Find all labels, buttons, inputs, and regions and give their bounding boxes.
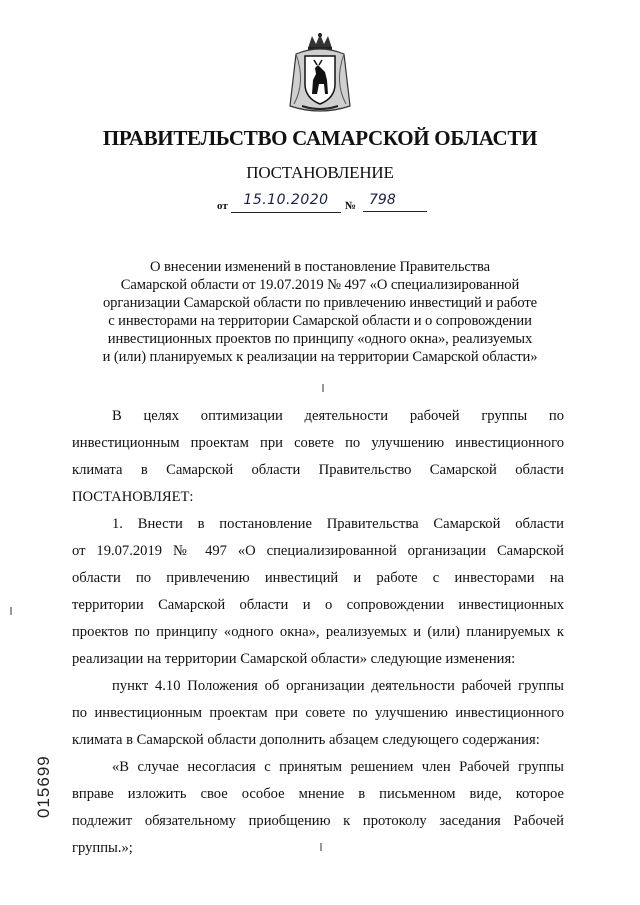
body-line: подлежит обязательному приобщению к протоколу заседания Рабочей: [72, 813, 564, 829]
scan-mark: [10, 607, 12, 615]
heading-line: с инвесторами на территории Самарской области и о сопровождении: [108, 313, 532, 329]
body-line: 1. Внести в постановление Правительства Самарской области: [112, 516, 564, 532]
heading-line: организации Самарской области по привлечению инвестиций и работе: [102, 295, 538, 311]
date-value: 15.10.2020: [231, 192, 341, 213]
body-line: от 19.07.2019 № 497 «О специализированной организации Самарской: [72, 543, 564, 559]
decree-body: [72, 403, 564, 862]
scan-mark: [320, 843, 322, 851]
body-line: проектов по принципу «одного окна», реализуемых и (или) планируемых к: [72, 624, 564, 640]
number-label: №: [345, 200, 357, 212]
body-line: территории Самарской области и о сопровождении инвестиционных: [72, 597, 564, 613]
body-line: «В случае несогласия с принятым решением член Рабочей группы: [112, 759, 564, 775]
decree-subject-heading: [100, 258, 540, 366]
heading-line: О внесении изменений в постановление Правительства: [149, 259, 491, 275]
body-line: климата в Самарской области Правительство Самарской области: [72, 462, 564, 478]
body-line: области по привлечению инвестиций и работе с инвесторами на: [72, 570, 564, 586]
organization-title: ПРАВИТЕЛЬСТВО САМАРСКОЙ ОБЛАСТИ: [102, 126, 538, 150]
body-line: климата в Самарской области дополнить абзацем следующего содержания:: [72, 732, 540, 748]
body-line: В целях оптимизации деятельности рабочей группы по: [112, 408, 564, 424]
decree-date-number: [217, 192, 427, 216]
heading-line: инвестиционных проектов по принципу «одного окна», реализуемых: [107, 331, 533, 347]
body-line: инвестиционным проектам при совете по улучшению инвестиционного: [72, 435, 564, 451]
body-line: группы.»;: [72, 840, 133, 856]
samara-coat-of-arms-icon: [286, 32, 354, 116]
body-line: пункт 4.10 Положения об организации деятельности рабочей группы: [112, 678, 564, 694]
body-line: реализации на территории Самарской области» следующие изменения:: [72, 651, 516, 667]
scan-mark: [322, 384, 324, 392]
body-line: по инвестиционным проектам при совете по улучшению инвестиционного: [72, 705, 564, 721]
heading-line: Самарской области от 19.07.2019 № 497 «О специализированной: [120, 277, 520, 293]
body-line: ПОСТАНОВЛЯЕТ:: [72, 489, 194, 505]
heading-line: и (или) планируемых к реализации на территории Самарской области»: [102, 349, 538, 365]
document-serial-code: 015699: [34, 755, 53, 818]
body-line: вправе изложить свое особое мнение в письменном виде, которое: [72, 786, 564, 802]
date-label: от: [217, 200, 228, 212]
number-value: 798: [363, 192, 427, 212]
document-type: ПОСТАНОВЛЕНИЕ: [246, 163, 394, 182]
